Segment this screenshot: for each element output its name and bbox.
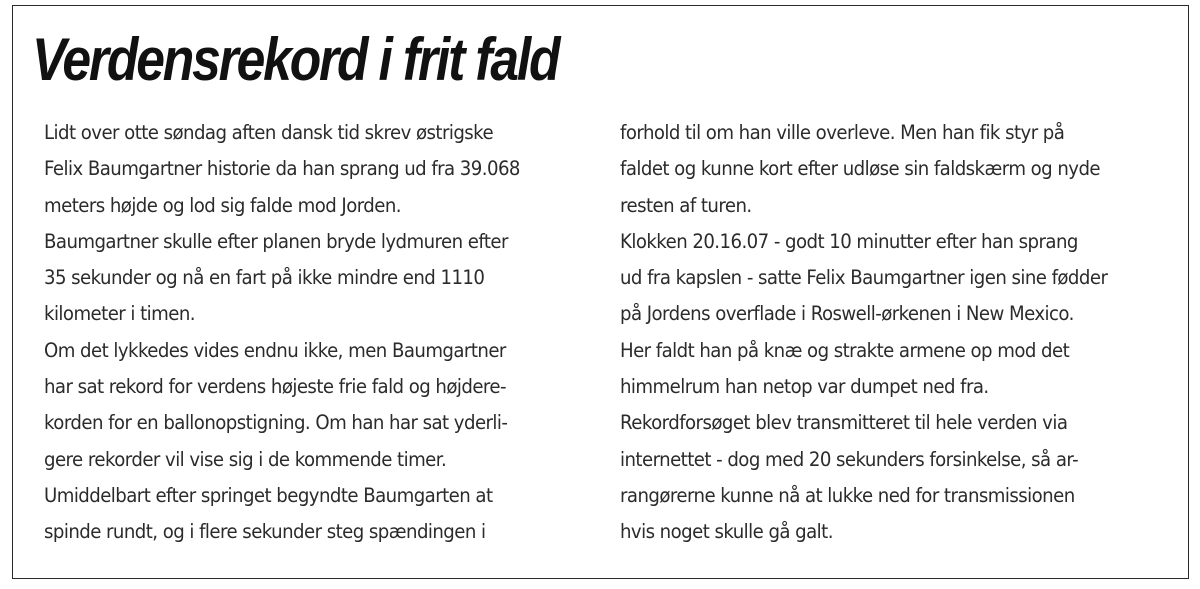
text-line: hvis noget skulle gå galt. bbox=[620, 520, 833, 544]
text-line: Rekordforsøget blev transmitteret til hele verden via bbox=[620, 411, 1068, 435]
text-line: Umiddelbart efter springet begyndte Baumgarten at bbox=[44, 483, 493, 507]
text-line: forhold til om han ville overleve. Men han fik styr på bbox=[620, 121, 1065, 144]
article-column-left bbox=[44, 115, 604, 551]
text-line: på Jordens overflade i Roswell-ørkenen i New Mexico. bbox=[620, 302, 1074, 326]
text-line: spinde rundt, og i flere sekunder steg spændingen i bbox=[44, 520, 486, 544]
text-line: Felix Baumgartner historie da han sprang ud fra 39.068 bbox=[44, 157, 520, 181]
text-line: gere rekorder vil vise sig i de kommende timer. bbox=[44, 447, 447, 471]
text-line: Om det lykkedes vides endnu ikke, men Baumgartner bbox=[44, 338, 506, 362]
text-line: Baumgartner skulle efter planen bryde lydmuren efter bbox=[44, 229, 508, 253]
article-column-right bbox=[620, 115, 1190, 551]
text-line: resten af turen. bbox=[620, 193, 752, 217]
text-line: korden for en ballonopstigning. Om han har sat yderli- bbox=[44, 411, 508, 435]
text-line: kilometer i timen. bbox=[44, 302, 195, 326]
text-line: Her faldt han på knæ og strakte armene op mod det bbox=[620, 338, 1070, 362]
text-line: ud fra kapslen - satte Felix Baumgartner igen sine fødder bbox=[620, 266, 1108, 290]
text-line: rangørerne kunne nå at lukke ned for transmissionen bbox=[620, 483, 1075, 507]
text-line: himmelrum han netop var dumpet ned fra. bbox=[620, 375, 989, 399]
text-line: internettet - dog med 20 sekunders forsinkelse, så ar- bbox=[620, 447, 1079, 471]
article-title: Verdensrekord i frit fald bbox=[32, 26, 559, 93]
text-line: har sat rekord for verdens højeste frie fald og højdere- bbox=[44, 375, 507, 399]
text-line: 35 sekunder og nå en fart på ikke mindre end 1110 bbox=[44, 266, 485, 290]
text-line: Lidt over otte søndag aften dansk tid skrev østrigske bbox=[44, 121, 494, 144]
text-line: faldet og kunne kort efter udløse sin faldskærm og nyde bbox=[620, 157, 1100, 181]
text-line: meters højde og lod sig falde mod Jorden. bbox=[44, 193, 402, 217]
text-line: Klokken 20.16.07 - godt 10 minutter efter han sprang bbox=[620, 229, 1078, 253]
